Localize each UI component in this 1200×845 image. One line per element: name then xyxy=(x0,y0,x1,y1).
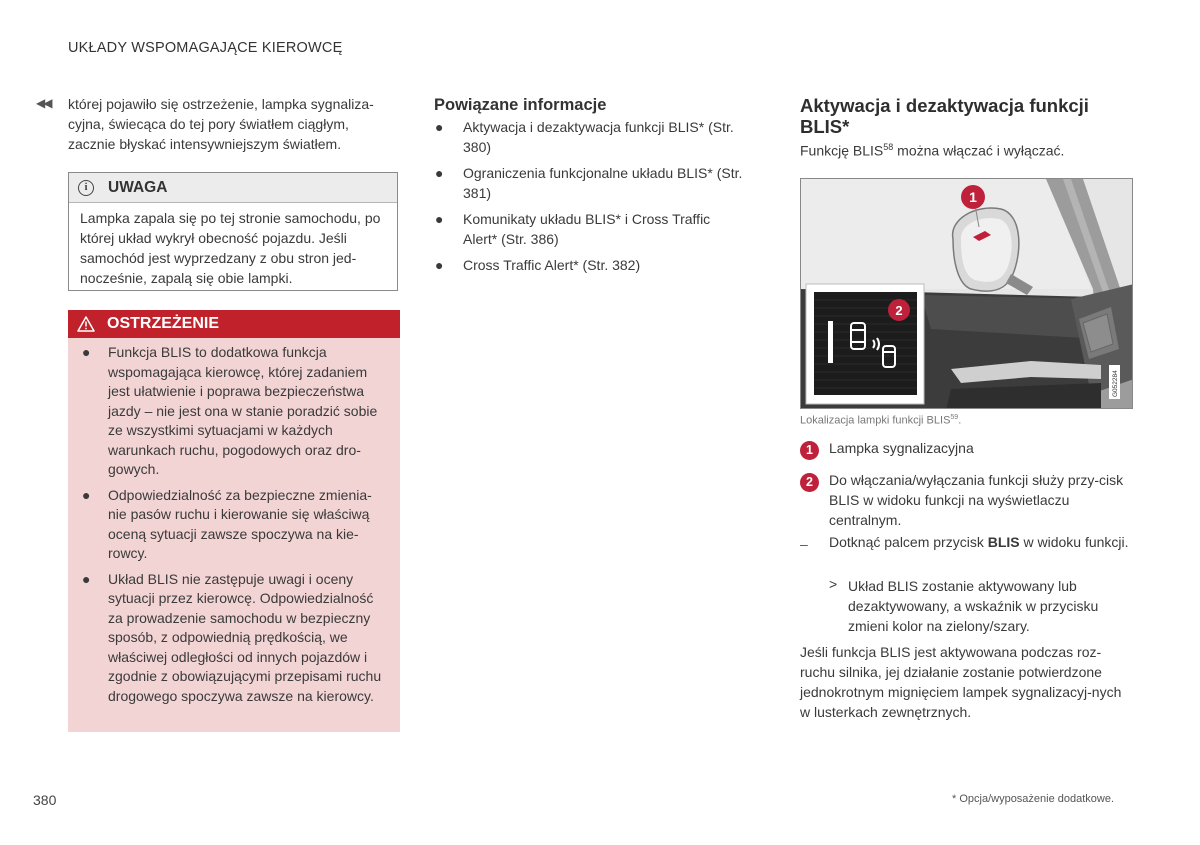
warning-triangle-icon xyxy=(77,316,95,332)
page-header-title: UKŁADY WSPOMAGAJĄCE KIEROWCĘ xyxy=(68,40,343,56)
section-paragraph: Jeśli funkcja BLIS jest aktywowana podczas roz-ruchu silnika, jej działanie zostanie potwierdzone jednokrotnym mignięciem lampek sygnalizacyj-nych w lusterkach zewnętrznych. xyxy=(800,644,1122,720)
step-dash: – xyxy=(800,536,808,552)
note-header xyxy=(69,173,397,203)
figure-badge-2: 2 xyxy=(895,303,903,318)
note-body: Lampka zapala się po tej stronie samochodu, po której układ wykrył obecność pojazdu. Jeśli samochód jest wyprzedzany z obu stron jed-nocześnie, zapalą się obie lampki. xyxy=(80,210,381,286)
warning-box xyxy=(68,310,400,732)
related-info-list xyxy=(434,117,744,281)
warning-title: OSTRZEŻENIE xyxy=(107,315,220,332)
note-box xyxy=(68,172,398,291)
result-text: Układ BLIS zostanie aktywowany lub dezaktywowany, a wskaźnik w przycisku zmieni kolor na zielony/szary. xyxy=(848,578,1099,634)
callout-text-1: Lampka sygnalizacyjna xyxy=(829,440,974,456)
warning-item: ● Układ BLIS nie zastępuje uwagi i oceny sytuacji przez kierowcę. Odpowiedzialność za prowadzenie samochodu w bezpieczny sposób, z odpowiednią prędkością, we właściwej odległości od innych pojazdów i zgodnie z obowiązującymi przepisami ruchu drogowego spoczywa zawsze na kierowcy. xyxy=(82,570,382,704)
related-info-title: Powiązane informacje xyxy=(434,96,607,114)
warning-item: ● Funkcja BLIS to dodatkowa funkcja wspomagająca kierowcę, której zadaniem jest ułatwienie i poprawa bezpieczeństwa jazdy – nie jest ona w stanie poradzić sobie ze wszystkimi sytuacjami w każdych warunkach ruchu, pogodowych oraz dro-gowych. xyxy=(82,344,378,477)
related-link[interactable]: ● Ograniczenia funkcjonalne układu BLIS* (Str. 381) xyxy=(435,165,743,201)
warning-item: ● Odpowiedzialność za bezpieczne zmienia-nie pasów ruchu i kierowanie się właściwą oceną sytuacji zawsze spoczywa na kie-rowcy. xyxy=(82,486,372,561)
info-icon: i xyxy=(78,180,94,196)
related-link[interactable]: ● Komunikaty układu BLIS* i Cross Traffic Alert* (Str. 386) xyxy=(435,211,711,247)
section-title: Aktywacja i dezaktywacja funkcji BLIS* xyxy=(800,95,1089,137)
blis-figure xyxy=(800,178,1133,409)
related-link[interactable]: ● Cross Traffic Alert* (Str. 382) xyxy=(435,257,641,273)
note-title: UWAGA xyxy=(108,178,168,196)
callout-badge-1: 1 xyxy=(800,441,819,460)
related-link[interactable]: ● Aktywacja i dezaktywacja funkcji BLIS* (Str. 380) xyxy=(435,119,734,155)
callout-badge-2: 2 xyxy=(800,473,819,492)
car-interior-illustration xyxy=(801,179,1133,409)
figure-badge-1: 1 xyxy=(969,189,977,205)
figure-caption: Lokalizacja lampki funkcji BLIS$^{59}$. xyxy=(800,414,962,427)
callout-text-2: Do włączania/wyłączania funkcji służy przy-cisk BLIS w widoku funkcji na wyświetlaczu centralnym. xyxy=(829,472,1124,528)
footnote: * Opcja/wyposażenie dodatkowe. xyxy=(952,793,1115,805)
section-intro: Funkcję BLIS$^{58}$ można włączać i wyłączać. xyxy=(800,142,1065,159)
warning-header xyxy=(68,310,400,338)
page-number: 380 xyxy=(33,792,57,808)
intro-paragraph: której pojawiło się ostrzeżenie, lampka sygnaliza-cyjna, świecąca do tej pory światłem ciągłym, zacznie błyskać intensywniejszym światłem. xyxy=(68,96,374,152)
result-marker: > xyxy=(829,576,838,592)
figure-code: G052284 xyxy=(1112,370,1119,397)
step-instruction: Dotknąć palcem przycisk BLIS w widoku funkcji. xyxy=(829,534,1129,550)
warning-list xyxy=(68,338,400,706)
continuation-arrows-icon: ◀◀ xyxy=(36,96,51,110)
